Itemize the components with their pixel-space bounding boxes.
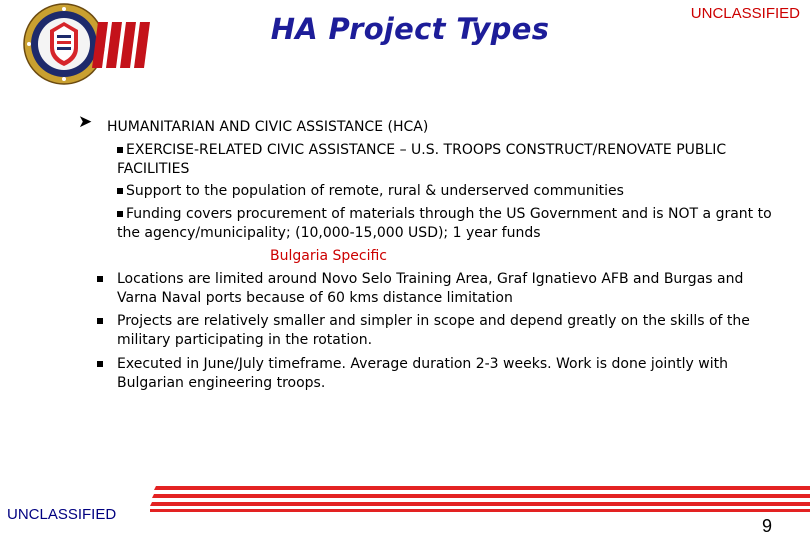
sub-item-3-line-2: the agency/municipality; (10,000-15,000 USD); 1 year funds xyxy=(117,225,541,241)
bullet-1-line-1: Locations are limited around Novo Selo Training Area, Graf Ignatievo AFB and Burgas and xyxy=(117,271,744,287)
square-bullet-icon xyxy=(117,147,123,153)
arrow-bullet-icon: ➤ xyxy=(78,112,93,132)
bullet-2-line-2: military participating in the rotation. xyxy=(117,332,373,348)
section-label: Bulgaria Specific xyxy=(270,248,387,264)
square-bullet-icon xyxy=(97,318,103,324)
square-bullet-icon xyxy=(117,211,123,217)
classification-label-top: UNCLASSIFIED xyxy=(690,5,800,22)
section-heading: HUMANITARIAN AND CIVIC ASSISTANCE (HCA) xyxy=(107,119,429,135)
bullet-3-line-1: Executed in June/July timeframe. Average duration 2-3 weeks. Work is done jointly with xyxy=(117,356,728,372)
sub-item-3-line-1: Funding covers procurement of materials through the US Government and is NOT a grant to xyxy=(126,206,772,222)
sub-item-1-line-1: EXERCISE-RELATED CIVIC ASSISTANCE – U.S. TROOPS CONSTRUCT/RENOVATE PUBLIC xyxy=(126,142,727,158)
square-bullet-icon xyxy=(97,276,103,282)
bullet-3-line-2: Bulgarian engineering troops. xyxy=(117,375,326,391)
page-title: HA Project Types xyxy=(270,12,550,46)
footer-stripe-lines xyxy=(150,486,810,512)
sub-item-2: Support to the population of remote, rural & underserved communities xyxy=(126,183,624,199)
sub-item-1-line-2: FACILITIES xyxy=(117,161,190,177)
classification-label-bottom: UNCLASSIFIED xyxy=(7,506,117,523)
square-bullet-icon xyxy=(117,188,123,194)
page-number: 9 xyxy=(762,516,773,536)
bullet-2-line-1: Projects are relatively smaller and simpler in scope and depend greatly on the skills of the xyxy=(117,313,750,329)
bullet-1-line-2: Varna Naval ports because of 60 kms distance limitation xyxy=(117,290,513,306)
square-bullet-icon xyxy=(97,361,103,367)
